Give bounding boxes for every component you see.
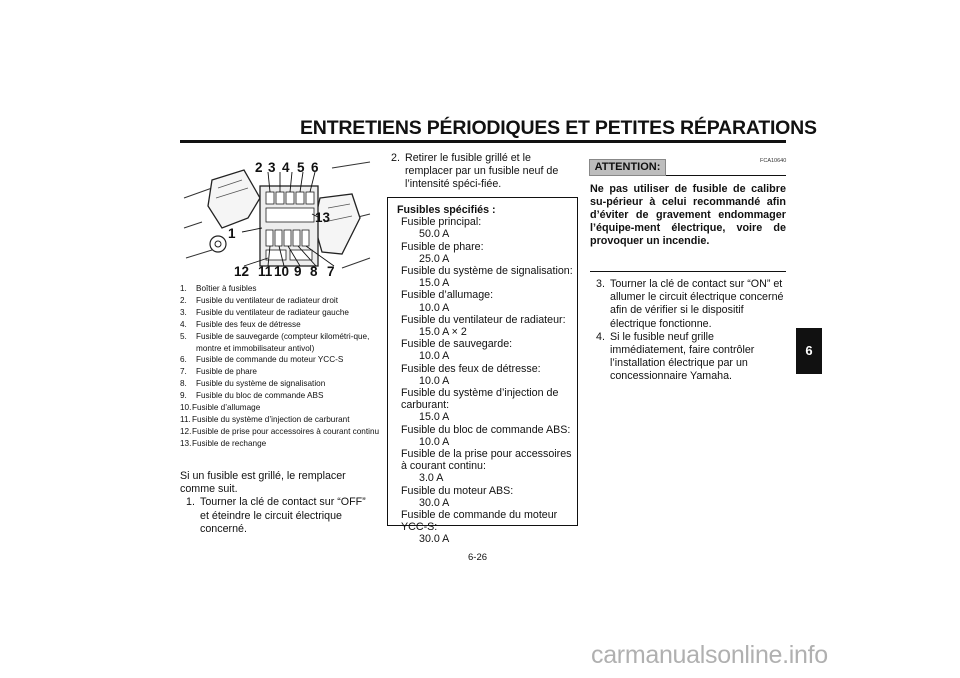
attention-badge: ATTENTION:: [589, 159, 666, 176]
legend-text: Fusible de commande du moteur YCC-S: [196, 355, 344, 365]
step-text: Retirer le fusible grillé et le remplacer par un fusible neuf de l’intensité spéci-fiée.: [405, 152, 559, 191]
callout-2: 2: [255, 160, 263, 175]
callout-7: 7: [327, 264, 335, 279]
legend-item: [180, 414, 380, 426]
step-2: [385, 152, 580, 192]
spec-name: Fusible du système d’injection de carburant:: [401, 387, 559, 412]
callout-12: 12: [234, 264, 250, 279]
legend-num: 11.: [180, 414, 191, 424]
spec-name: Fusible d’allumage:: [401, 289, 494, 302]
legend-num: 2.: [180, 295, 187, 305]
legend-text: Fusible de rechange: [192, 438, 267, 448]
callout-4: 4: [282, 160, 290, 175]
callout-5: 5: [297, 160, 305, 175]
header-rule: [180, 140, 786, 143]
legend-item: [180, 378, 380, 390]
legend-num: 9.: [180, 391, 187, 401]
watermark: carmanualsonline.info: [591, 641, 828, 669]
intro-paragraph: Si un fusible est grillé, le remplacer comme suit.: [180, 470, 346, 496]
step-text: Tourner la clé de contact sur “ON” et allumer le circuit électrique concerné afin de vérifier si le dispositif électrique fonctionne.: [610, 278, 784, 330]
page-title: ENTRETIENS PÉRIODIQUES ET PETITES RÉPARATIONS: [300, 117, 817, 139]
chapter-tab: 6: [796, 328, 822, 374]
legend-num: 13.: [180, 438, 192, 448]
step-1: [180, 496, 374, 536]
figure-legend: [180, 283, 380, 450]
legend-text: Fusible du ventilateur de radiateur droit: [196, 295, 338, 305]
spec-title: Fusibles spécifiés :: [397, 204, 496, 216]
legend-num: 8.: [180, 379, 187, 389]
legend-num: 5.: [180, 331, 187, 341]
fuse-box-drawing: [182, 158, 372, 280]
legend-item: [180, 366, 380, 378]
legend-num: 6.: [180, 355, 187, 365]
legend-text: Fusible du système de signalisation: [196, 379, 326, 389]
legend-num: 1.: [180, 284, 187, 293]
step-number: 1.: [186, 496, 195, 509]
step-text: Si le fusible neuf grille immédiatement, faire contrôler l’installation électrique par un concessionnaire Yamaha.: [610, 330, 755, 383]
callout-9: 9: [294, 264, 302, 279]
callout-1: 1: [228, 226, 236, 241]
legend-num: 10.: [180, 403, 192, 413]
spec-value: 10.0 A: [419, 435, 450, 448]
legend-text: Fusible de sauvegarde (compteur kilométri-que, montre et immobilisateur antivol): [196, 331, 370, 353]
legend-num: 3.: [180, 307, 187, 317]
step-2-row: [385, 152, 580, 192]
spec-value: 15.0 A: [419, 411, 450, 424]
spec-value: 10.0 A: [419, 350, 450, 363]
spec-name: Fusible du moteur ABS:: [401, 484, 514, 497]
step-text: Tourner la clé de contact sur “OFF” et éteindre le circuit électrique concerné.: [200, 496, 366, 535]
section-code: FCA10640: [760, 158, 787, 164]
spec-value: 10.0 A: [419, 301, 450, 314]
legend-text: Fusible du bloc de commande ABS: [196, 391, 324, 401]
callout-11: 11: [258, 264, 273, 279]
legend-num: 7.: [180, 367, 187, 377]
page-number: 6-26: [468, 552, 488, 563]
legend-item: [180, 438, 380, 450]
legend-item: [180, 319, 380, 331]
fuse-box-illustration: [182, 158, 372, 280]
legend-item: [180, 402, 380, 414]
callout-8: 8: [310, 264, 318, 279]
legend-text: Fusible de prise pour accessoires à courant continu: [192, 426, 380, 436]
callout-3: 3: [268, 160, 276, 175]
spec-value: 10.0 A: [419, 374, 450, 387]
legend-num: 12.: [180, 426, 192, 436]
spec-value: 30.0 A: [419, 533, 450, 546]
legend-text: Fusible du système d’injection de carburant: [192, 414, 350, 424]
legend-item: [180, 390, 380, 402]
step-number: 3.: [596, 278, 605, 290]
spec-name: Fusible du système de signalisation:: [401, 265, 573, 278]
legend-item: [180, 331, 380, 355]
attention-rule: [666, 175, 786, 176]
legend-item: [180, 354, 380, 366]
callout-13: 13: [315, 210, 331, 225]
step-3: [590, 278, 786, 331]
legend-item: [180, 295, 380, 307]
warning-rule: [590, 271, 786, 272]
spec-value: 30.0 A: [419, 496, 450, 509]
step-4: [590, 331, 786, 384]
spec-name: Fusible du bloc de commande ABS:: [401, 423, 571, 436]
spec-name: Fusible de la prise pour accessoires à courant continu:: [401, 448, 572, 473]
legend-item: [180, 283, 380, 295]
spec-name: Fusible des feux de détresse:: [401, 362, 541, 375]
spec-value: 3.0 A: [419, 472, 444, 485]
spec-name: Fusible du ventilateur de radiateur:: [401, 313, 566, 326]
spec-name: Fusible principal:: [401, 216, 482, 229]
legend-text: Fusible d’allumage: [192, 403, 261, 413]
legend-num: 4.: [180, 319, 187, 329]
step-number: 2.: [391, 152, 400, 164]
spec-value: 15.0 A × 2: [419, 326, 467, 339]
legend-text: Boîtier à fusibles: [196, 284, 257, 293]
spec-name: Fusible de phare:: [401, 240, 484, 253]
spec-value: 50.0 A: [419, 228, 450, 241]
legend-text: Fusible du ventilateur de radiateur gauche: [196, 307, 349, 317]
spec-name: Fusible de sauvegarde:: [401, 338, 513, 351]
left-column-text: [180, 470, 374, 536]
legend-item: [180, 307, 380, 319]
legend-item: [180, 426, 380, 438]
legend-text: Fusible des feux de détresse: [196, 319, 301, 329]
right-column-steps: [590, 278, 786, 384]
warning-text: Ne pas utiliser de fusible de calibre su-périeur à celui recommandé afin d’éviter de gravement endommager l’équipe-ment électrique, voire de provoquer un incendie.: [590, 183, 786, 248]
fuse-specifications-box: [387, 197, 578, 546]
step-number: 4.: [596, 330, 605, 343]
callout-6: 6: [311, 160, 319, 175]
spec-value: 25.0 A: [419, 252, 450, 265]
legend-text: Fusible de phare: [196, 367, 257, 377]
spec-value: 15.0 A: [419, 277, 450, 290]
callout-10: 10: [274, 264, 290, 279]
spec-name: Fusible de commande du moteur YCC-S:: [401, 509, 558, 534]
